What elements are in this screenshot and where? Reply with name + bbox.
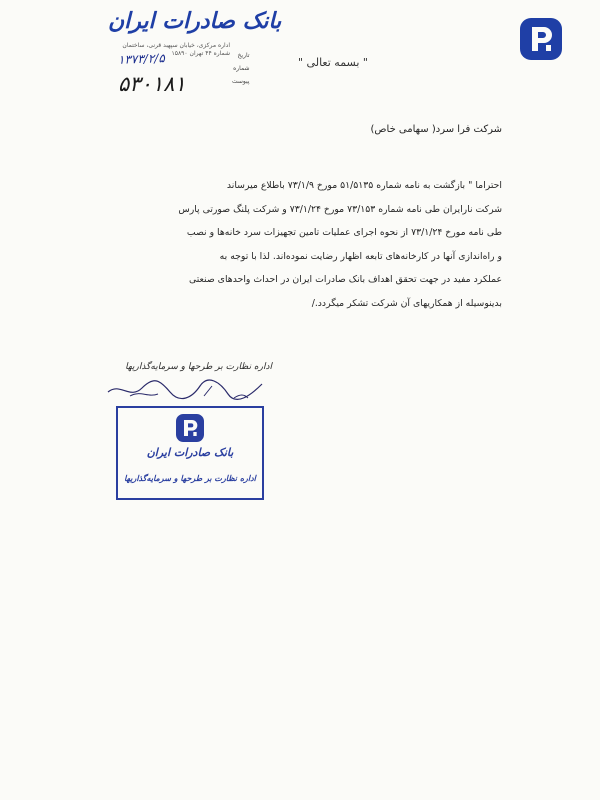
- body-line: عملکرد مفید در جهت تحقق اهداف بانک صادرات ایران در احداث واحدهای صنعتی: [188, 274, 502, 285]
- stamp-bank-name: بانک صادرات ایران: [146, 446, 234, 459]
- handwritten-signature: [100, 374, 270, 404]
- letter-date: ۱۳۷۳/۲/۵: [117, 51, 165, 67]
- basmala-heading: " بسمه تعالی ": [298, 56, 368, 69]
- stamp-department: اداره نظارت بر طرحها و سرمایه‌گذاریها: [124, 474, 256, 483]
- bank-saderat-logo-icon: [520, 18, 562, 60]
- body-line: و راه‌اندازی آنها در کارخانه‌های تابعه اظهار رضایت نموده‌اند. لذا با توجه به: [219, 250, 502, 262]
- date-label: تاریخ: [237, 52, 250, 59]
- body-line: بدینوسیله از همکاریهای آن شرکت تشکر میگردد./: [311, 297, 502, 309]
- body-line: طی نامه مورخ ۷۳/۱/۲۴ از نحوه اجرای عملیات تامین تجهیزات سرد خانه‌ها و نصب: [186, 227, 502, 238]
- reference-number: ۵۳۰۱۸۱: [118, 72, 186, 96]
- bank-name: بانک صادرات ایران: [108, 8, 282, 34]
- recipient: شرکت فرا سرد( سهامی خاص): [370, 124, 502, 135]
- letter-body: [102, 174, 502, 315]
- body-line: احتراما " بازگشت به نامه شماره ۵۱/۵۱۳۵ مورخ ۷۳/۱/۹ باطلاع میرساند: [226, 180, 502, 191]
- bank-saderat-logo-icon: [176, 414, 204, 442]
- signatory-title: اداره نظارت بر طرحها و سرمایه‌گذاریها: [125, 362, 272, 372]
- letter-meta-labels: [232, 52, 250, 91]
- bank-address: اداره مرکزی، خیابان سپهبد قرنی، ساختمان شماره ۴۴ تهران ۱۵۸۹۰: [122, 42, 230, 57]
- number-label: شماره: [233, 65, 250, 72]
- body-line: شرکت نارایران طی نامه شماره ۷۳/۱۵۳ مورخ ۷۳/۱/۲۴ و شرکت پلنگ صورتی پارس: [178, 203, 502, 215]
- attachment-label: پیوست: [232, 78, 250, 85]
- bank-stamp: [116, 406, 264, 500]
